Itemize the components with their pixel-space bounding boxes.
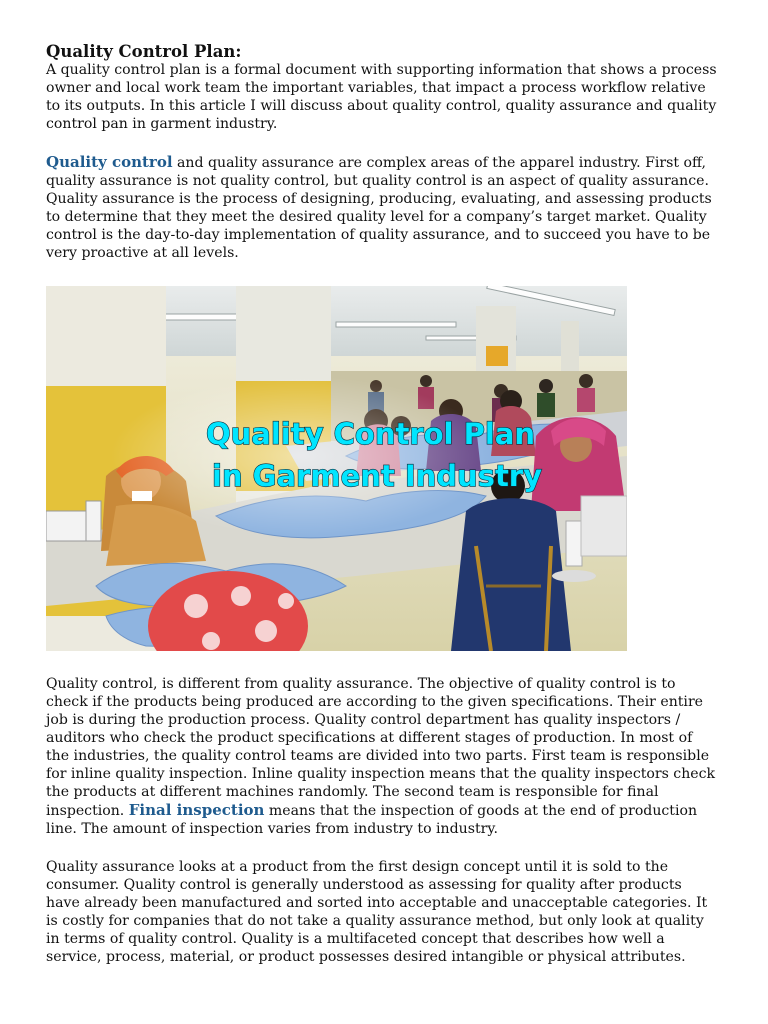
final-inspection-link[interactable]: Final inspection	[128, 801, 265, 819]
image-caption-line2: in Garment Industry	[212, 459, 543, 493]
quality-control-link[interactable]: Quality control	[46, 153, 173, 171]
intro-paragraph: A quality control plan is a formal document with supporting information that shows a process owner and local work team the important variables, that impact a process workflow relative to its outputs. In this article I will discuss about quality control, quality assurance and quality control pan in garment industry.	[46, 62, 717, 132]
garment-factory-image	[46, 286, 627, 651]
final-inspection-text-after: means that the inspection of goods at the end of production line. The amount of inspection varies from industry to industry.	[46, 803, 698, 837]
image-caption-line1: Quality Control Plan	[206, 417, 535, 451]
quality-control-text: and quality assurance are complex areas of the apparel industry. First off, quality assurance is not quality control, but quality control is an aspect of quality assurance. Quality assurance is the process of designing, producing, evaluating, and assessing products to determine that they meet the desired quality level for a company’s target market. Quality control is the day-to-day implementation of quality assurance, and to succeed you have to be very proactive at all levels.	[46, 155, 712, 261]
document-page	[46, 42, 718, 966]
quality-assurance-paragraph: Quality assurance looks at a product from the first design concept until it is sold to the consumer. Quality control is generally understood as assessing for quality after products have already been manufactured and sorted into acceptable and unacceptable categories. It is costly for companies that do not take a quality assurance method, but only look at quality in terms of quality control. Quality is a multifaceted concept that describes how well a service, process, material, or product possesses desired intangible or physical attributes.	[46, 859, 708, 965]
final-inspection-paragraph	[46, 675, 718, 838]
final-inspection-text-before: Quality control, is different from quality assurance. The objective of quality control is to check if the products being produced are according to the given specifications. Their entire job is during the production process. Quality control department has quality inspectors / auditors who check the product specifications at different stages of production. In most of the industries, the quality control teams are divided into two parts. First team is responsible for inline quality inspection. Inline quality inspection means that the quality inspectors check the products at different machines randomly. The second team is responsible for final inspection.	[46, 676, 716, 819]
quality-control-paragraph	[46, 153, 718, 262]
page-title: Quality Control Plan:	[46, 42, 242, 61]
